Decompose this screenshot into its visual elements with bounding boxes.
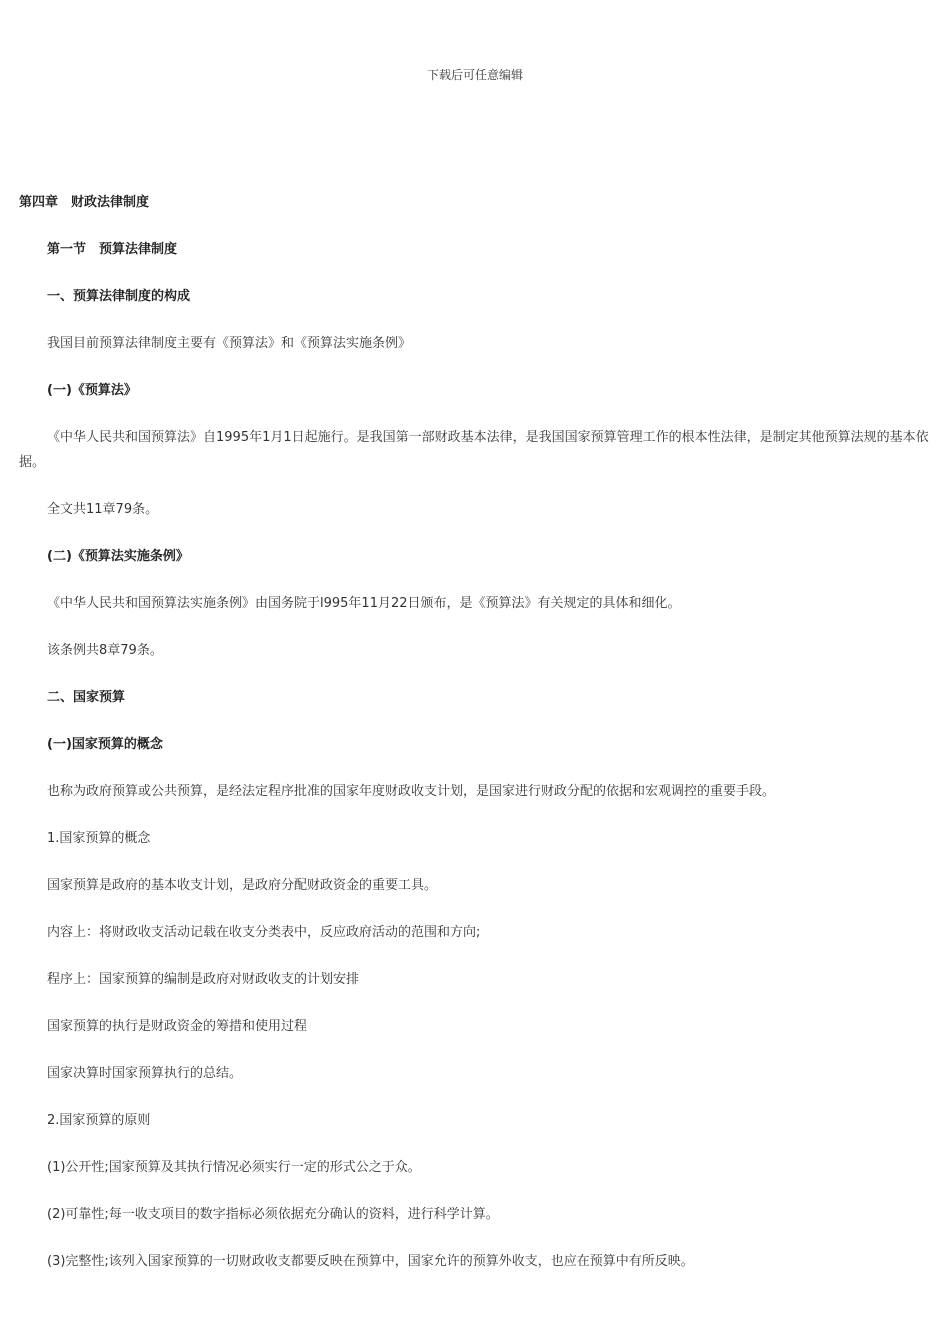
paragraph: 国家预算是政府的基本收支计划，是政府分配财政资金的重要工具。 (47, 878, 438, 893)
paragraph: 内容上：将财政收支活动记载在收支分类表中，反应政府活动的范围和方向; (47, 925, 481, 940)
paragraph: 1.国家预算的概念 (47, 831, 151, 846)
chapter-title: 第四章 财政法律制度 (19, 195, 150, 210)
paragraph: 该条例共8章79条。 (47, 643, 163, 658)
subheading: (一)国家预算的概念 (47, 737, 163, 752)
paragraph: 程序上：国家预算的编制是政府对财政收支的计划安排 (47, 972, 360, 987)
paragraph: 《中华人民共和国预算法实施条例》由国务院于l995年11月22日颁布，是《预算法》有关规定的具体和细化。 (47, 596, 681, 611)
paragraph: 国家决算时国家预算执行的总结。 (47, 1066, 243, 1081)
paragraph: (2)可靠性;每一收支项目的数字指标必须依据充分确认的资料，进行科学计算。 (47, 1207, 499, 1222)
subheading: 一、预算法律制度的构成 (47, 289, 191, 304)
paragraph: 国家预算的执行是财政资金的筹措和使用过程 (47, 1019, 308, 1034)
paragraph: 《中华人民共和国预算法》自1995年1月1日起施行。是我国第一部财政基本法律，是我国国家预算管理工作的根本性法律，是制定其他预算法规的基本依据。 (19, 430, 929, 470)
page-header: 下载后可任意编辑 (426, 68, 523, 82)
subheading: (二)《预算法实施条例》 (47, 549, 189, 564)
section-title: 第一节 预算法律制度 (47, 242, 178, 257)
paragraph: (3)完整性;该列入国家预算的一切财政收支都要反映在预算中，国家允许的预算外收支，也应在预算中有所反映。 (47, 1254, 694, 1269)
subheading: 二、国家预算 (47, 690, 126, 705)
paragraph: 我国目前预算法律制度主要有《预算法》和《预算法实施条例》 (47, 336, 412, 351)
paragraph: 也称为政府预算或公共预算，是经法定程序批准的国家年度财政收支计划，是国家进行财政分配的依据和宏观调控的重要手段。 (47, 784, 776, 799)
paragraph: 全文共11章79条。 (47, 502, 159, 517)
paragraph: 2.国家预算的原则 (47, 1113, 151, 1128)
document-body (19, 190, 929, 1296)
subheading: (一)《预算法》 (47, 383, 137, 398)
paragraph: (1)公开性;国家预算及其执行情况必须实行一定的形式公之于众。 (47, 1160, 421, 1175)
